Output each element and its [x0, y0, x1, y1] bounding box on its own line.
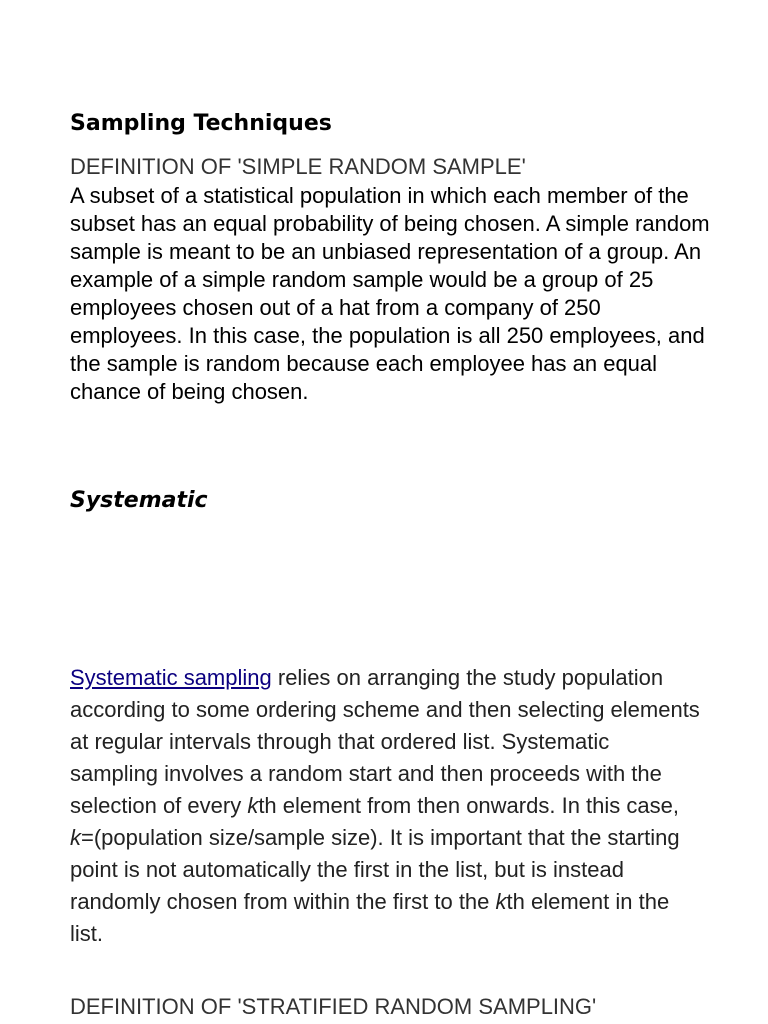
- systematic-sampling-paragraph: [70, 662, 700, 950]
- k-variable: k: [247, 793, 259, 818]
- systematic-sampling-link[interactable]: Systematic sampling: [70, 665, 272, 690]
- simple-random-sample-heading: DEFINITION OF 'SIMPLE RANDOM SAMPLE': [70, 154, 526, 179]
- systematic-heading: Systematic: [70, 488, 208, 513]
- stratified-random-sampling-heading: DEFINITION OF 'STRATIFIED RANDOM SAMPLING': [70, 994, 597, 1019]
- k-variable: k: [495, 889, 507, 914]
- k-variable: k: [70, 825, 81, 850]
- simple-random-sample-definition: A subset of a statistical population in which each member of the subset has an equal probability of being chosen. A simple random sample is meant to be an unbiased representation of a group. An example of a simple random sample would be a group of 25 employees chosen out of a hat from a company of 250 employees. In this case, the population is all 250 employees, and the sample is random because each employee has an equal chance of being chosen.: [70, 183, 710, 404]
- page-title: Sampling Techniques: [70, 111, 332, 136]
- systematic-text-3: =(population size/sample size). It is important that the starting point is not automatically the first in the list, but is instead randomly chosen from within the first to the: [70, 825, 680, 914]
- systematic-text-1: relies on arranging the study population according to some ordering scheme and then selecting elements at regular intervals through that ordered list. Systematic sampling involves a random start and then proceeds with the selection of every: [70, 665, 700, 818]
- systematic-text-4: th element in the list.: [70, 889, 670, 946]
- systematic-text-2: th element from then onwards. In this case,: [258, 793, 679, 818]
